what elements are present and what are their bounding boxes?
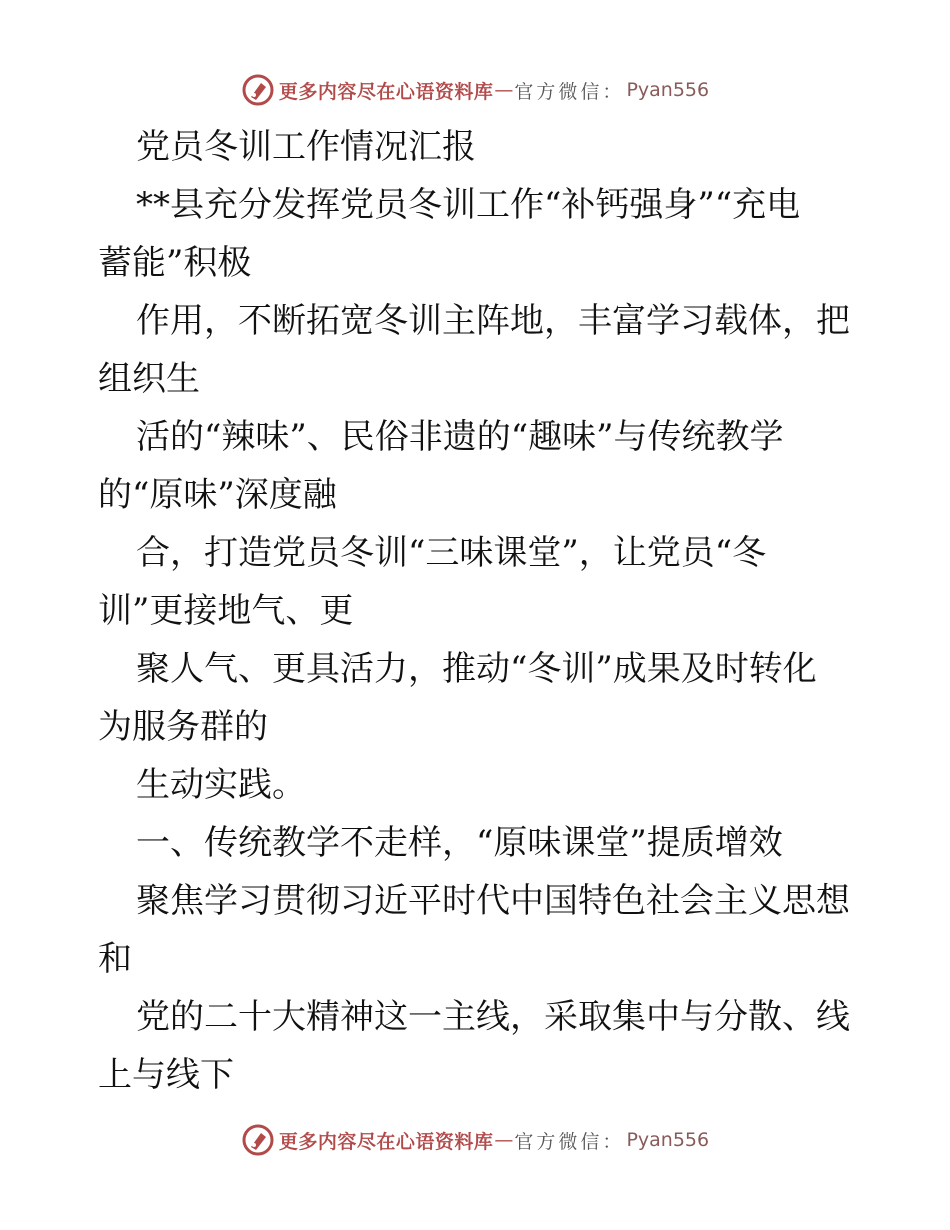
banner-dash: —: [494, 79, 514, 101]
doc-line: 党的二十大精神这一主线，采取集中与分散、线: [136, 997, 850, 1037]
doc-line: 聚焦学习贯彻习近平时代中国特色社会主义思想: [136, 881, 850, 921]
banner-text: 更多内容尽在心语资料库: [278, 80, 494, 103]
banner-wechat-id: Pyan556: [626, 79, 710, 101]
banner-text: 更多内容尽在心语资料库: [278, 1130, 494, 1153]
doc-line: 和: [98, 939, 132, 979]
section-heading: 一、传统教学不走样，“原味课堂”提质增效: [136, 823, 783, 863]
doc-line: 作用，不断拓宽冬训主阵地，丰富学习载体，把: [136, 301, 850, 341]
doc-line: 蓄能”积极: [98, 243, 252, 283]
pen-nib-logo-icon: [241, 73, 275, 107]
doc-line: 聚人气、更具活力，推动“冬训”成果及时转化: [136, 649, 817, 689]
pen-nib-logo-icon: [241, 1123, 275, 1157]
doc-title: 党员冬训工作情况汇报: [136, 127, 476, 167]
banner-label: 官方微信：: [514, 1130, 625, 1153]
watermark-header: [0, 70, 950, 110]
banner-wechat-id: Pyan556: [626, 1129, 710, 1151]
doc-line: **县充分发挥党员冬训工作“补钙强身”“充电: [136, 185, 801, 225]
doc-line: 合，打造党员冬训“三味课堂”，让党员“冬: [136, 533, 767, 573]
doc-line: 的“原味”深度融: [98, 475, 337, 515]
watermark-footer: [0, 1120, 950, 1160]
doc-line: 活的“辣味”、民俗非遗的“趣味”与传统教学: [136, 417, 784, 457]
banner-dash: —: [494, 1129, 514, 1151]
doc-line: 上与线下: [98, 1055, 234, 1095]
doc-line: 训”更接地气、更: [98, 591, 354, 631]
doc-line: 组织生: [98, 359, 200, 399]
doc-line: 生动实践。: [136, 765, 306, 805]
banner-label: 官方微信：: [514, 80, 625, 103]
doc-line: 为服务群的: [98, 707, 268, 747]
